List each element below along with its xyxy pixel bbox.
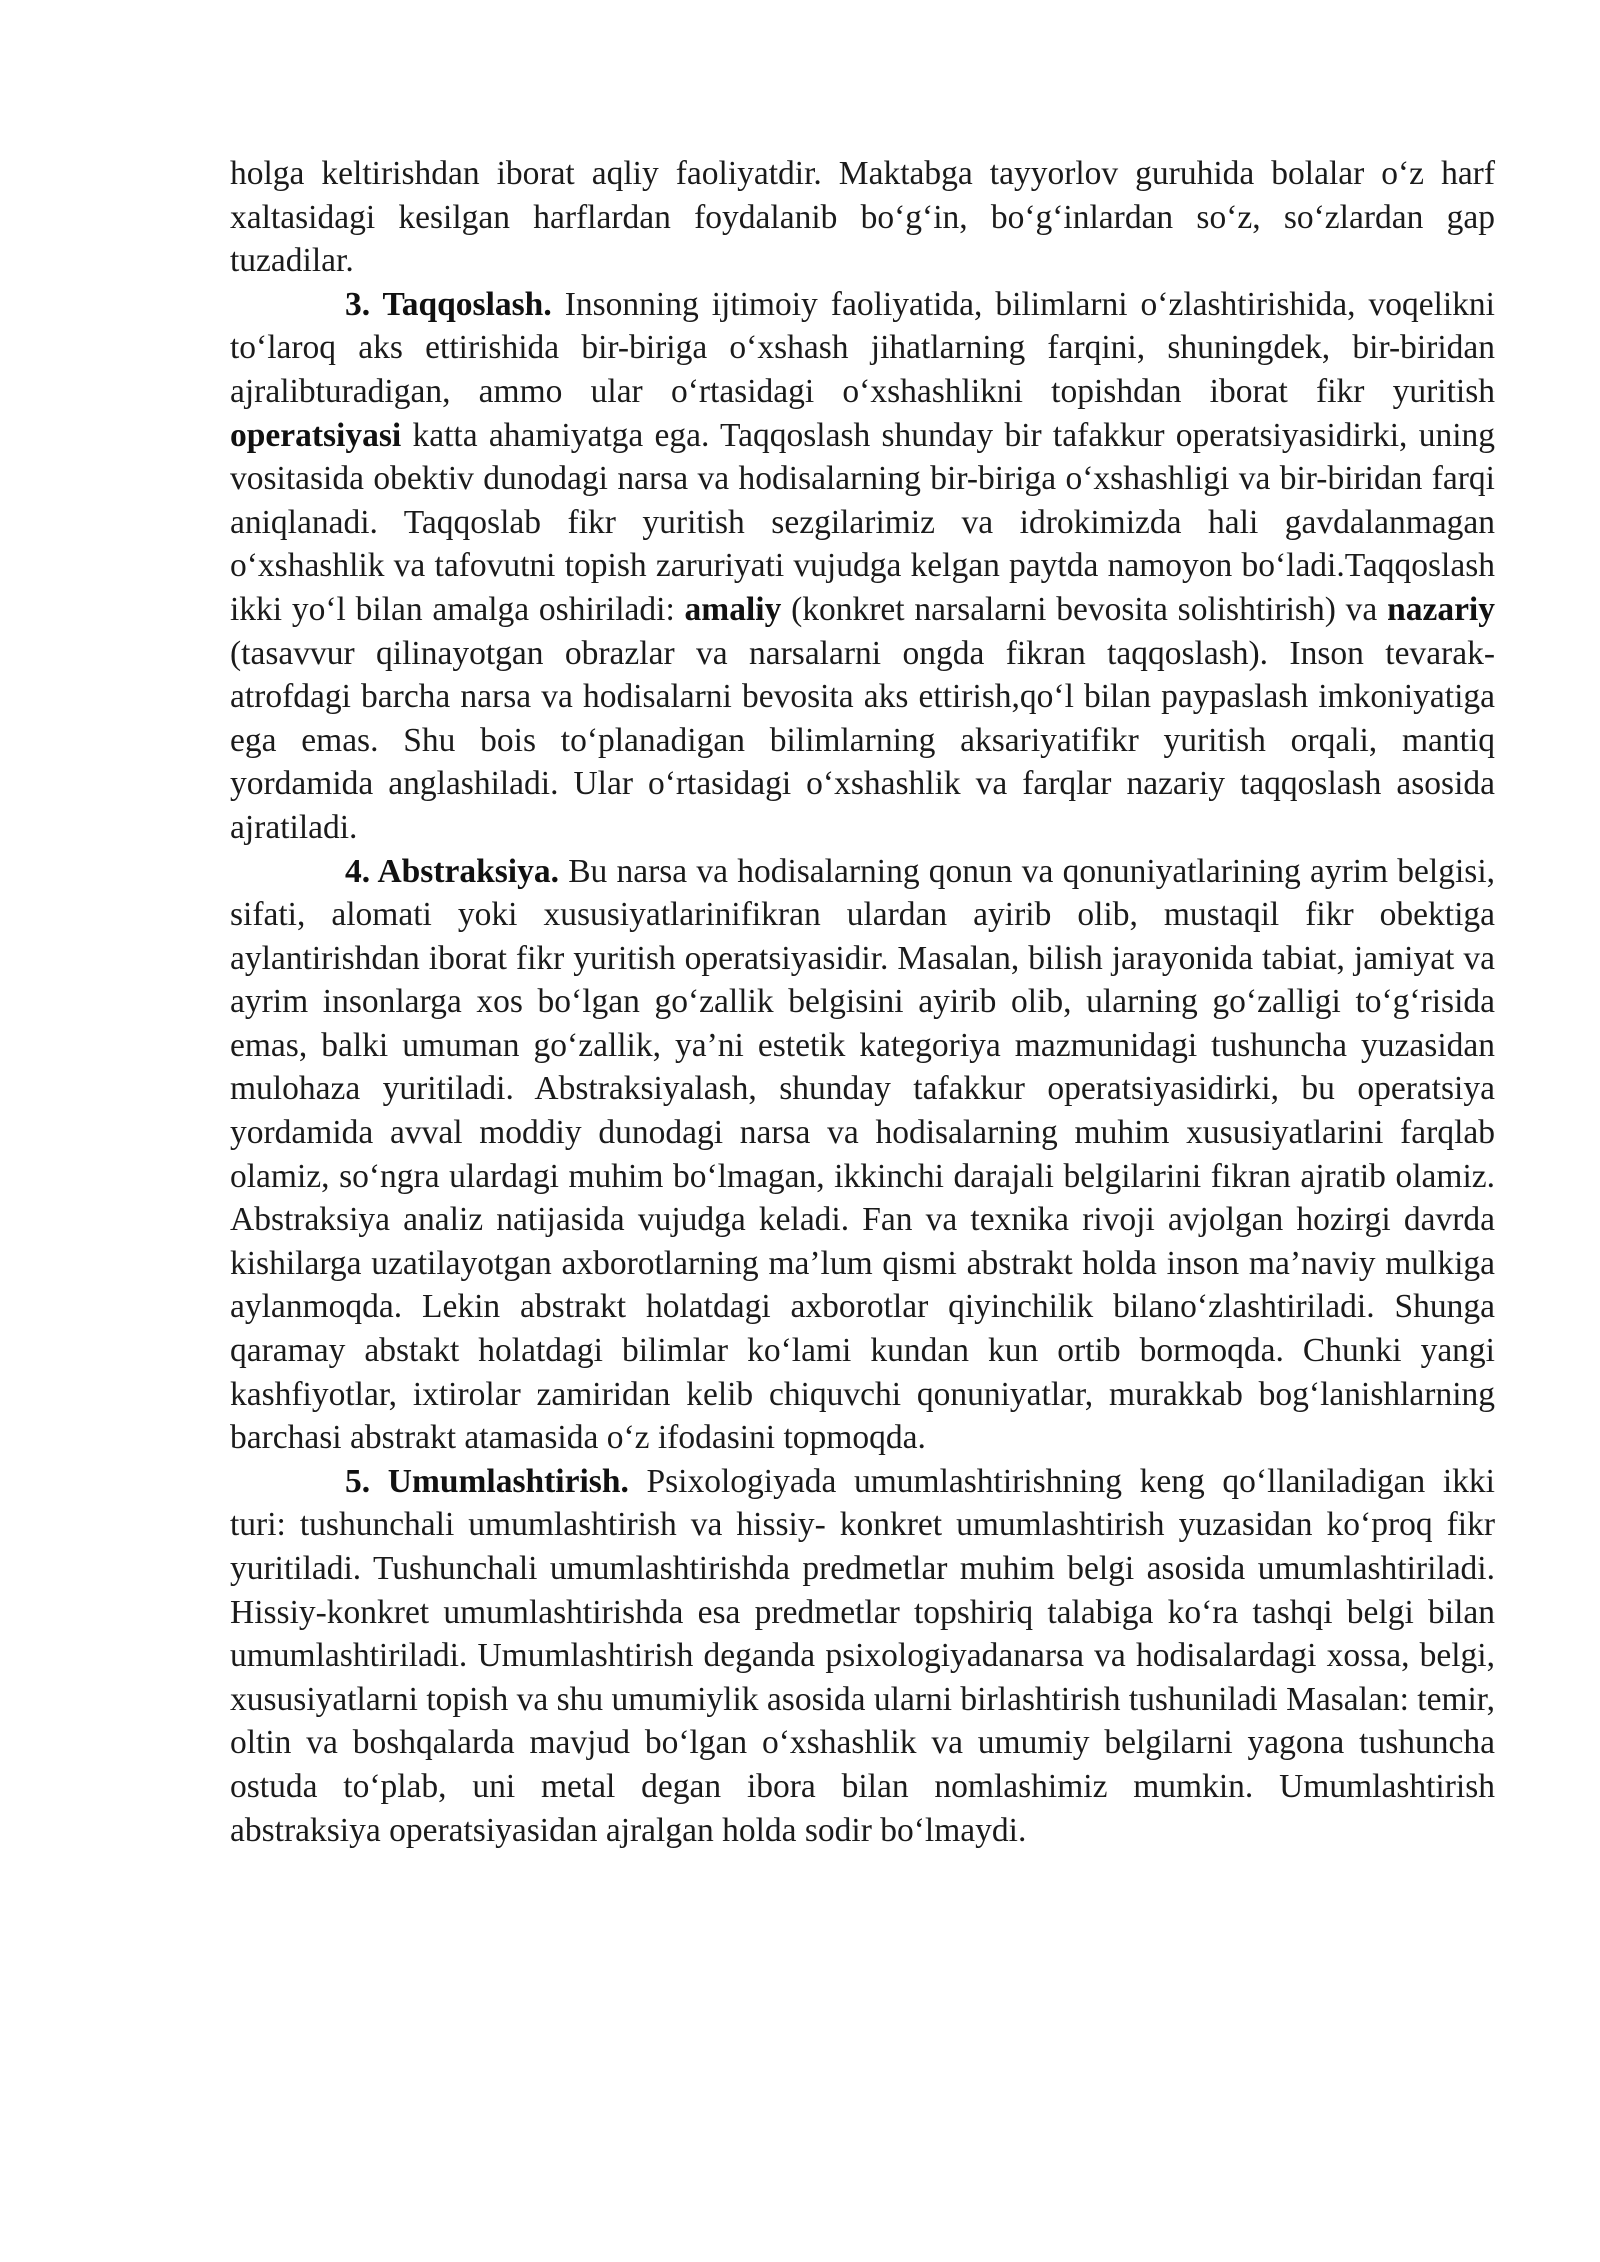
paragraph-abstraksiya [230, 850, 1495, 1460]
heading-taqqoslash: 3. Taqqoslash. [345, 285, 552, 323]
term-amaliy: amaliy [684, 590, 782, 628]
taqqoslash-text-4: (tasavvur qilinayotgan obrazlar va narsalarni ongda fikran taqqoslash). Inson tevarak- atrofdagi barcha narsa va hodisalarni bevosita aks ettirish,qo‘l bilan paypaslash imkoniyatiga ega emas. Shu bois to‘planadigan bilimlarning aksariyatifikr yuritish orqali, mantiq yordamida anglashiladi. Ular o‘rtasidagi o‘xshashlik va farqlar nazariy taqqoslash asosida ajratiladi. [230, 634, 1495, 846]
taqqoslash-text-1: Insonning ijtimoiy faoliyatida, bilimlarni o‘zlashtirishida, voqelikni to‘laroq aks ettirishida bir-biriga o‘xshash jihatlarning farqini, shuningdek, bir-biridan ajralibturadigan, ammo ular o‘rtasidagi o‘xshashlikni topishdan iborat fikr yuritish [230, 285, 1495, 410]
heading-umumlashtirish: 5. Umumlashtirish. [345, 1462, 629, 1500]
term-operatsiyasi: operatsiyasi [230, 416, 402, 454]
umumlashtirish-text: Psixologiyada umumlashtirishning keng qo‘llaniladigan ikki turi: tushunchali umumlashtirish va hissiy- konkret umumlashtirish yuzasidan ko‘proq fikr yuritiladi. Tushunchali umumlashtirishda predmetlar muhim belgi asosida umumlashtiriladi. Hissiy-konkret umumlashtirishda esa predmetlar topshiriq talabiga ko‘ra tashqi belgi bilan umumlashtiriladi. Umumlashtirish deganda psixologiyadanarsa va hodisalardagi xossa, belgi, xususiyatlarni topish va shu umumiylik asosida ularni birlashtirish tushuniladi Masalan: temir, oltin va boshqalarda mavjud bo‘lgan o‘xshashlik va umumiy belgilarni yagona tushuncha ostuda to‘plab, uni metal degan ibora bilan nomlashimiz mumkin. Umumlashtirish abstraksiya operatsiyasidan ajralgan holda sodir bo‘lmaydi. [230, 1462, 1496, 1849]
taqqoslash-text-3: (konkret narsalarni bevosita solishtirish) va [781, 590, 1388, 628]
abstraksiya-text: Bu narsa va hodisalarning qonun va qonuniyatlarining ayrim belgisi, sifati, alomati yoki xususiyatlarinifikran ulardan ayirib olib, mustaqil fikr obektiga aylantirishdan iborat fikr yuritish operatsiyasidir. Masalan, bilish jarayonida tabiat, jamiyat va ayrim insonlarga xos bo‘lgan go‘zallik belgisini ayirib olib, ularning go‘zalligi to‘g‘risida emas, balki umuman go‘zallik, ya’ni estetik kategoriya mazmunidagi tushuncha yuzasidan mulohaza yuritiladi. Abstraksiyalash, shunday tafakkur operatsiyasidirki, bu operatsiya yordamida avval moddiy dunodagi narsa va hodisalarning muhim xususiyatlarini farqlab olamiz, so‘ngra ulardagi muhim bo‘lmagan, ikkinchi darajali belgilarini fikran ajratib olamiz. Abstraksiya analiz natijasida vujudga keladi. Fan va texnika rivoji avjolgan hozirgi davrda kishilarga uzatilayotgan axborotlarning ma’lum qismi abstrakt holda inson ma’naviy mulkiga aylanmoqda. Lekin abstrakt holatdagi axborotlar qiyinchilik bilano‘zlashtiriladi. Shunga qaramay abstakt holatdagi bilimlar ko‘lami kundan kun ortib bormoqda. Chunki yangi kashfiyotlar, ixtirolar zamiridan kelib chiquvchi qonuniyatlar, murakkab bog‘lanishlarning barchasi abstrakt atamasida o‘z ifodasini topmoqda. [230, 852, 1496, 1457]
document-page [230, 152, 1495, 1852]
intro-text: holga keltirishdan iborat aqliy faoliyatdir. Maktabga tayyorlov guruhida bolalar o‘z harf xaltasidagi kesilgan harflardan foydalanib bo‘g‘in, bo‘g‘inlardan so‘z, so‘zlardan gap tuzadilar. [230, 155, 1495, 280]
paragraph-umumlashtirish [230, 1460, 1495, 1852]
taqqoslash-text-2: katta ahamiyatga ega. Taqqoslash shunday bir tafakkur operatsiyasidirki, uning vositasida obektiv dunodagi narsa va hodisalarning bir-biriga o‘xshashligi va bir-biridan farqi aniqlanadi. Taqqoslab fikr yuritish sezgilarimiz va idrokimizda hali gavdalanmagan o‘xshashlik va tafovutni topish zaruriyati vujudga kelgan paytda namoyon bo‘ladi.Taqqoslash ikki yo‘l bilan amalga oshiriladi: [230, 416, 1495, 628]
paragraph-taqqoslash [230, 283, 1495, 850]
heading-abstraksiya: 4. Abstraksiya. [345, 852, 559, 890]
paragraph-intro [230, 152, 1495, 283]
term-nazariy: nazariy [1387, 590, 1495, 628]
